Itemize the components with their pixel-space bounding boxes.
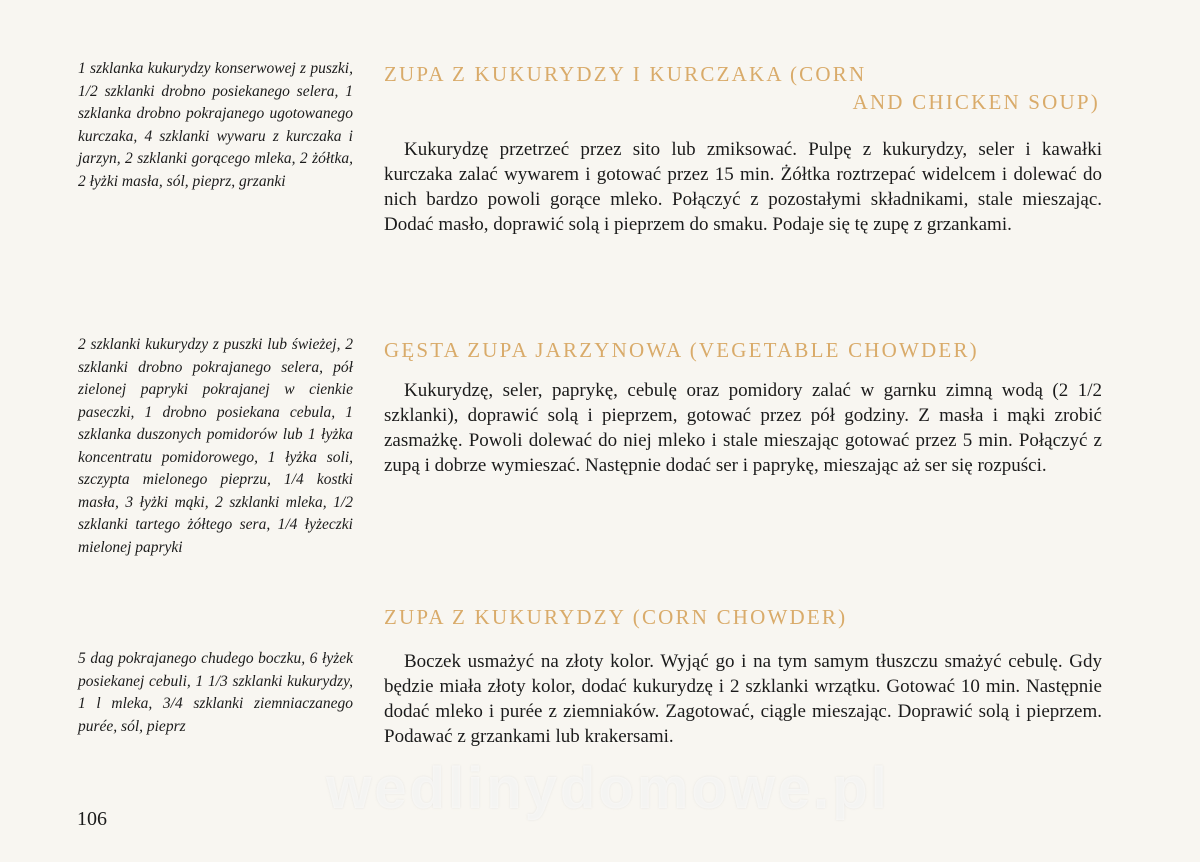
recipe-2-ingredients: 2 szklanki kukurydzy z puszki lub świeżej, 2 szklanki drobno pokrajanego selera, pół zielonej papryki pokrajanej w cienkie paseczki, 1 drobno posiekana cebula, 1 szklanka duszonych pomidorów lub 1 łyżka koncentratu pomidorowego, 1 łyżka soli, szczypta mielonego pieprzu, 1/4 kostki masła, 3 łyżki mąki, 2 szklanki mleka, 1/2 szklanki tartego żółtego sera, 1/4 łyżeczki mielonej papryki [78,336,353,556]
recipe-1-title-line1: ZUPA Z KUKURYDZY I KURCZAKA (CORN [384,62,867,86]
recipe-3-ingredients: 5 dag pokrajanego chudego boczku, 6 łyżek posiekanej cebuli, 1 1/3 szklanki kukurydzy, 1 l mleka, 3/4 szklanki ziemniaczanego purée, sól, pieprz [78,650,353,735]
watermark: wedlinydomowe.pl [326,756,890,821]
recipe-3-instructions: Boczek usmażyć na złoty kolor. Wyjąć go i na tym samym tłuszczu smażyć cebulę. Gdy będzie miała złoty kolor, dodać kukurydzę i 2 szklanki wrzątku. Gotować 10 min. Następnie dodać mleko i purée z ziemniaków. Zagotować, ciągle mieszając. Doprawić solą i pieprzem. Podawać z grzankami lub krakersami. [384,651,1102,747]
recipe-1-ingredients: 1 szklanka kukurydzy konserwowej z puszki, 1/2 szklanki drobno posiekanego selera, 1 szklanka drobno pokrajanego ugotowanego kurczaka, 4 szklanki wywaru z kurczaka i jarzyn, 2 szklanki gorącego mleka, 2 żółtka, 2 łyżki masła, sól, pieprz, grzanki [78,60,353,190]
recipe-2-instructions: Kukurydzę, seler, paprykę, cebulę oraz pomidory zalać w garnku zimną wodą (2 1/2 szklanki), doprawić solą i pieprzem, gotować przez pół godziny. Z masła i mąki zrobić zasmażkę. Powoli dolewać do niej mleko i stale mieszając gotować przez 5 min. Połączyć z zupą i dobrze wymieszać. Następnie dodać ser i paprykę, mieszając aż ser się rozpuści. [384,380,1102,476]
recipe-3-title: ZUPA Z KUKURYDZY (CORN CHOWDER) [384,605,848,629]
recipe-1-title [384,60,1100,116]
page-number: 106 [77,808,107,830]
recipe-2-title: GĘSTA ZUPA JARZYNOWA (VEGETABLE CHOWDER) [384,338,979,362]
recipe-1-title-line2: AND CHICKEN SOUP) [852,90,1100,114]
recipe-1-instructions: Kukurydzę przetrzeć przez sito lub zmiksować. Pulpę z kukurydzy, seler i kawałki kurczaka zalać wywarem i gotować przez 15 min. Żółtka roztrzepać widelcem i dolewać do nich bardzo powoli gorące mleko. Połączyć z pozostałymi składnikami, stale mieszając. Dodać masło, doprawić solą i pieprzem do smaku. Podaje się tę zupę z grzankami. [384,139,1102,235]
